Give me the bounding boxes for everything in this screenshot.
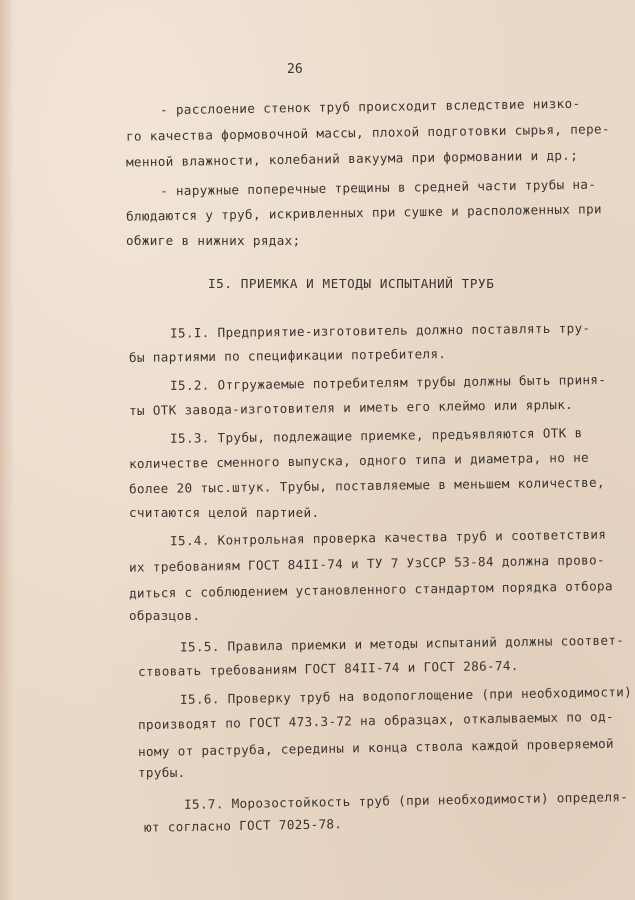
text-line: бы партиями по спецификации потребителя. bbox=[128, 346, 447, 365]
text-line: более 20 тыс.штук. Трубы, поставляемые в меньшем количестве, bbox=[128, 474, 606, 497]
text-line: трубы. bbox=[138, 765, 186, 780]
page-edge-shadow bbox=[0, 0, 14, 900]
text-line: считаются целой партией. bbox=[129, 505, 320, 520]
text-line: I5.4. Контрольная проверка качества труб и соответствия bbox=[169, 526, 607, 549]
text-line: I5.3. Трубы, подлежащие приемке, предъявляются ОТК в bbox=[169, 425, 583, 446]
text-line: ному от раструба, середины и конца ствола каждой проверяемой bbox=[137, 735, 615, 760]
text-line: их требованиям ГОСТ 84II-74 и ТУ 7 УзССР 53-84 должна прово- bbox=[128, 552, 606, 575]
text-line: - расслоение стенок труб происходит вследствие низко- bbox=[159, 95, 581, 118]
text-line: I5.7. Морозостойкость труб (при необходимости) определя- bbox=[183, 789, 629, 812]
text-line: I5.I. Предприятие-изготовитель должно поставлять тру- bbox=[169, 320, 591, 341]
text-line: блюдаются у труб, искривленных при сушке и расположенных при bbox=[125, 201, 603, 224]
text-line: диться с соблюдением установленного стандартом порядка отбора bbox=[128, 578, 613, 601]
text-line: - наружные поперечные трещины в средней части трубы на- bbox=[159, 176, 597, 199]
text-line: ют согласно ГОСТ 7025-78. bbox=[143, 816, 343, 835]
text-line: I5.2. Отгружаемые потребителям трубы должны быть приня- bbox=[169, 371, 607, 394]
text-line: I5.6. Проверку труб на водопоглощение (при необходимости) bbox=[179, 684, 633, 707]
text-line: ствовать требованиям ГОСТ 84II-74 и ГОСТ 286-74. bbox=[137, 658, 519, 679]
section-heading: I5. ПРИЕМКА И МЕТОДЫ ИСПЫТАНИЙ ТРУБ bbox=[208, 276, 495, 291]
text-line: образцов. bbox=[129, 608, 201, 623]
text-line: I5.5. Правила приемки и методы испытаний должны соответ- bbox=[179, 632, 625, 655]
text-line: обжиге в нижних рядах; bbox=[126, 233, 301, 248]
text-line: производят по ГОСТ 473.3-72 на образцах, откалываемых по од- bbox=[137, 708, 615, 733]
page-number: 26 bbox=[287, 62, 303, 77]
text-line: ты ОТК завода-изготовителя и иметь его клеймо или ярлык. bbox=[128, 396, 574, 419]
text-line: менной влажности, колебаний вакуума при формовании и др.; bbox=[125, 147, 579, 170]
text-line: го качества формовочной массы, плохой подготовки сырья, пере- bbox=[125, 121, 610, 144]
text-line: количестве сменного выпуска, одного типа и диаметра, но не bbox=[128, 449, 590, 472]
